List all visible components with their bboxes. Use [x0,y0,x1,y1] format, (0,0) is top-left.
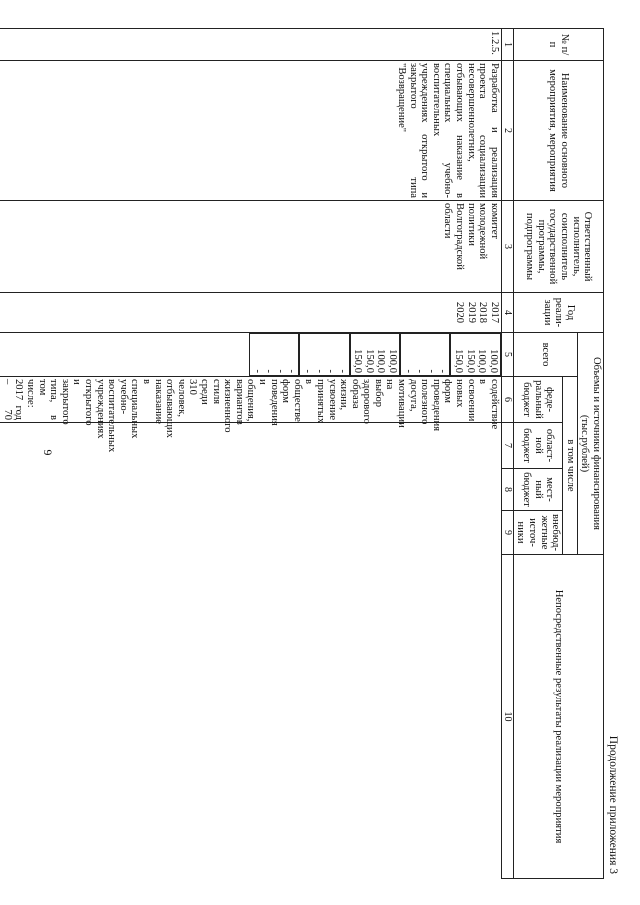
appendix-caption: Продолжение приложения 3 [607,735,619,874]
extra-value: - [263,369,275,373]
federal-value: - [414,369,426,373]
total-value: 150,0 [453,349,465,373]
federal-value: - [402,369,414,373]
header-results: Непосредственные результаты реализации мероприятия [513,555,603,879]
total-value: 100,0 [487,349,499,373]
result-text: содействие в освоении новых форм проведения полезного досуга, мотивации на выбор здорового образа жизни, усвоение принятых в обществе форм поведения и общения, вариантов жизненного стиля среди 310 человек, отбывающих наказание в специальных учебно-воспитательных учреждениях открытого и закрытого типа, в том числе: [25,379,500,453]
extra-value: - [274,369,286,373]
header-finance: Объемы и источники финансирования (тыс.рублей) [577,333,603,555]
regional-value: 100,0 [375,349,387,373]
column-number: 7 [501,423,513,469]
table-body [0,29,501,879]
header-extra: внебюд-жетные источ-ники [513,511,562,555]
year-value: 2017 [488,301,500,324]
column-number: 4 [501,293,513,333]
total-value: 100,0 [476,349,488,373]
column-number: 2 [501,61,513,201]
row-number: 1.2.5. [0,29,501,61]
federal-value: - [425,369,437,373]
regional-cell [350,333,400,376]
header-executor: Ответственный исполнитель, соисполнитель государственной программы, подпрограммы [513,201,603,293]
executor: комитет молодежной политики Волгоградской области [0,201,501,293]
table-row [0,29,501,879]
year-value: 2019 [465,301,477,324]
extra-cell [249,333,299,376]
federal-cell [400,333,450,376]
results-cell [0,377,501,453]
column-number: 1 [501,29,513,61]
activity-name: Разработка и реализация проекта социализации несовершеннолетних, отбывающих наказание в специальных учебно-воспитательных учреждениях открытого и закрытого типа "Возвращение" [0,61,501,201]
local-value: - [325,369,337,373]
local-cell [299,333,349,376]
column-number: 10 [501,555,513,879]
header-name: Наименование основного мероприятия, мероприятия [513,61,603,201]
header-year: Год реали-зации [513,293,603,333]
header-regional: област-ной бюджет [513,423,562,469]
column-number: 6 [501,377,513,423]
column-number: 9 [501,511,513,555]
rotated-page [1,28,620,878]
header-local: мест-ный бюджет [513,469,562,511]
extra-value: - [251,369,263,373]
local-value: - [301,369,313,373]
year-value: 2020 [454,301,466,324]
header-total: всего [513,333,577,377]
extra-value: - [286,369,298,373]
column-number: 8 [501,469,513,511]
page-number: 6 [40,449,55,456]
federal-value: - [437,369,449,373]
local-value: - [313,369,325,373]
column-number: 3 [501,201,513,293]
program-table [0,28,604,879]
local-value: - [336,369,348,373]
year-value: 2018 [477,301,489,324]
header-federal: феде-ральный бюджет [513,377,562,423]
header-num: № п/п [513,29,603,61]
total-value: 150,0 [464,349,476,373]
regional-value: 150,0 [352,349,364,373]
result-line: 2017 год – 70 [1,379,25,420]
header-incl: в том числе [563,377,578,555]
regional-value: 100,0 [387,349,399,373]
column-number: 5 [501,333,513,377]
regional-value: 150,0 [363,349,375,373]
years-cell [0,293,501,333]
total-cell [450,333,500,376]
